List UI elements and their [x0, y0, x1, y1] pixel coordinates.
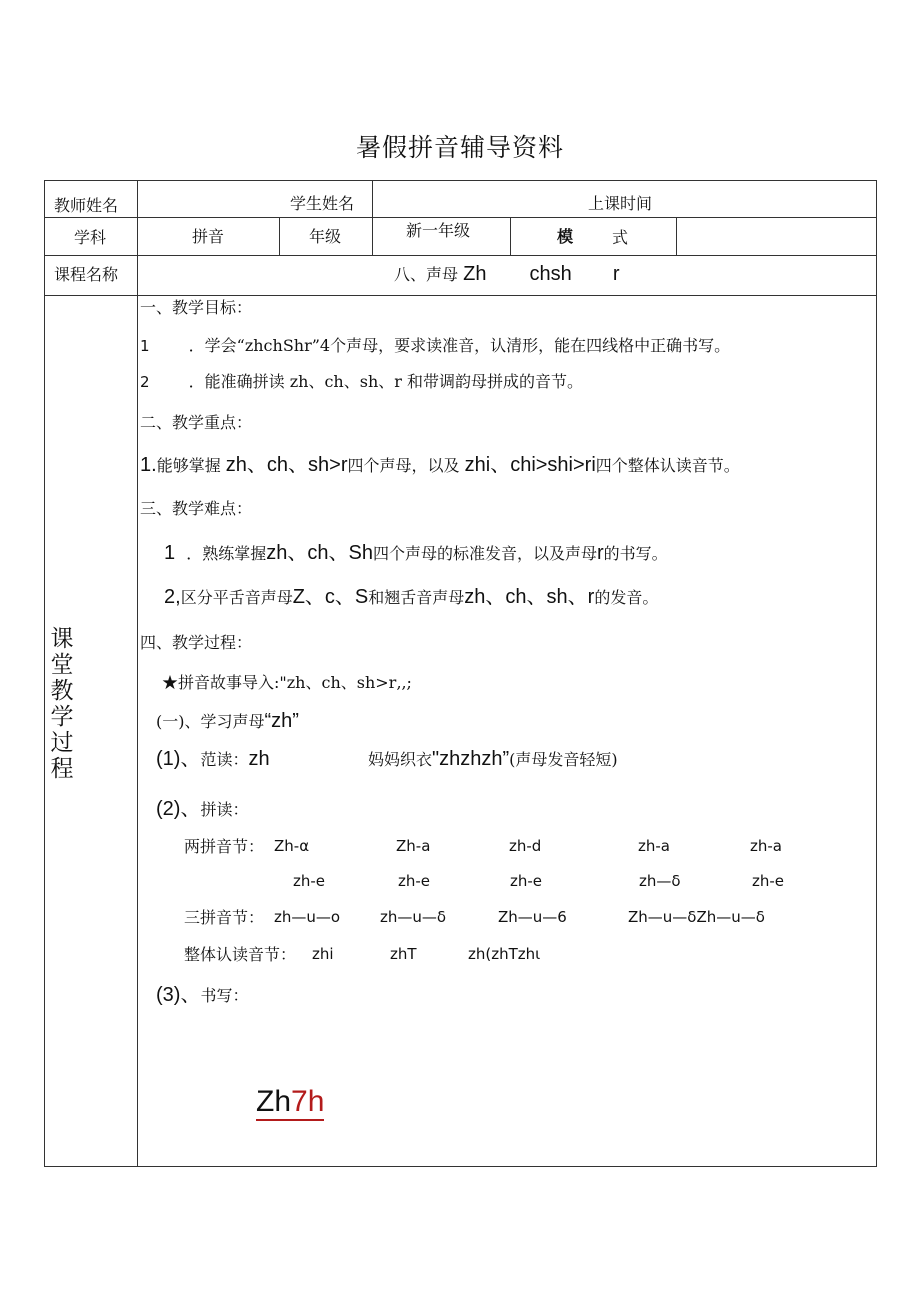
difficulty-heading: 三、教学难点： [140, 499, 253, 518]
subject-label: 学科 [74, 228, 107, 247]
difficulty-2-num: 2, [164, 586, 181, 608]
mode-label: 模 [557, 227, 574, 246]
col-divider [510, 217, 511, 255]
step-1-rhyme [368, 748, 618, 771]
difficulty-2-d: zh、ch、sh、r [464, 586, 595, 608]
two-syllable-label: 两拼音节： [184, 837, 265, 856]
table-border-bottom [44, 1166, 877, 1167]
lesson-table [44, 180, 877, 1166]
key-text-a: 能够掌握 [156, 456, 221, 475]
col-divider [372, 180, 373, 255]
three-syllable-label: 三拼音节： [184, 908, 265, 927]
step-3-writing [156, 984, 248, 1007]
writing-sample-black: Zh [256, 1085, 292, 1118]
teacher-name-label: 教师姓名 [54, 196, 119, 215]
key-text-e: 四个整体认读音节。 [595, 456, 740, 475]
process-heading: 四、教学过程： [140, 633, 253, 652]
step-1-rhyme-zh: "zhzhzh” [432, 748, 510, 770]
syllable: zh—δ [639, 872, 681, 890]
writing-sample-red: 7h [291, 1085, 325, 1118]
course-chsh: chsh [529, 263, 572, 285]
step-2-num: (2)、 [156, 798, 201, 820]
syllable: Zh—u—δZh—u—δ [628, 908, 765, 926]
difficulty-1-num: 1 [164, 542, 176, 564]
mode-label-2: 式 [612, 228, 629, 247]
difficulty-1-a: ．熟练掌握 [186, 544, 267, 563]
goal-2 [140, 371, 583, 393]
key-text-c: 四个声母，以及 [347, 456, 460, 475]
table-border-right [876, 180, 877, 1167]
difficulty-1-e: 的书写。 [603, 544, 668, 563]
course-prefix: 八、声母 [394, 265, 459, 284]
goal-heading: 一、教学目标： [140, 298, 253, 317]
difficulty-2-b: Z、c、S [292, 586, 369, 608]
teaching-process-label: 课 堂 教 学 过 程 [50, 626, 74, 782]
difficulty-2-e: 的发音。 [594, 588, 659, 607]
subject-value: 拼音 [192, 227, 225, 246]
step-2-reading [156, 798, 248, 821]
grade-label: 年级 [309, 227, 342, 246]
class-time-label: 上课时间 [588, 194, 653, 213]
step-2-label: 拼读： [200, 800, 249, 819]
student-name-label: 学生姓名 [290, 194, 355, 213]
grade-value: 新一年级 [406, 221, 471, 240]
course-name-label: 课程名称 [54, 265, 119, 284]
section-1-heading [156, 710, 299, 733]
difficulty-1-b: zh、ch、Sh [266, 542, 373, 564]
course-zh: Zh [463, 263, 487, 285]
syllable: Zh—u—6 [498, 908, 567, 926]
syllable: zh(zhTzhι [468, 945, 541, 963]
syllable: zh-e [510, 872, 543, 890]
syllable: zh-d [509, 837, 542, 855]
difficulty-2-c: 和翘舌音声母 [368, 588, 465, 607]
difficulty-1-c: 四个声母的标准发音，以及声母 [372, 544, 597, 563]
row-divider [44, 295, 877, 296]
goal-1 [140, 335, 730, 357]
step-1-rhyme-text: 妈妈织衣 [368, 750, 433, 769]
syllable: zh-a [750, 837, 782, 855]
syllable: zh-e [752, 872, 785, 890]
step-1-num: (1)、 [156, 748, 201, 770]
key-num: 1. [140, 454, 157, 476]
syllable: zh-e [293, 872, 326, 890]
key-heading: 二、教学重点： [140, 413, 253, 432]
table-border-left [44, 180, 45, 1167]
row-divider [44, 217, 877, 218]
syllable: Zh-α [274, 837, 310, 855]
step-3-num: (3)、 [156, 984, 201, 1006]
step-1-zh: zh [248, 748, 270, 770]
col-divider [676, 217, 677, 255]
goal-2-text: ．能准确拼读 zh、ch、sh、r 和带调韵母拼成的音节。 [188, 372, 583, 391]
syllable: zh-a [638, 837, 670, 855]
key-text-d: zhi、chi>shi>ri [464, 454, 596, 476]
whole-syllable-label: 整体认读音节： [184, 945, 297, 964]
goal-1-text: ．学会“zhchShr”4个声母，要求读准音，认清形，能在四线格中正确书写。 [188, 336, 731, 355]
step-1-model-reading [156, 748, 270, 771]
section-1-zh: “zh” [264, 710, 299, 732]
difficulty-1-d: r [596, 542, 604, 564]
row-divider [44, 255, 877, 256]
course-r: r [612, 263, 620, 285]
goal-2-num: 2 [140, 373, 150, 391]
story-intro: ★拼音故事导入:"zh、ch、sh>r‚‚; [162, 673, 412, 692]
course-name-value [394, 264, 620, 285]
step-3-label: 书写： [200, 986, 249, 1005]
col-divider [137, 180, 138, 1167]
syllable: zh—u—o [274, 908, 341, 926]
difficulty-2-a: 区分平舌音声母 [180, 588, 293, 607]
syllable: zh-e [398, 872, 431, 890]
syllable: zhi [312, 945, 334, 963]
step-1-rhyme-note: (声母发音轻短) [509, 750, 618, 769]
col-divider [279, 217, 280, 255]
page-title: 暑假拼音辅导资料 [355, 133, 564, 162]
goal-1-num: 1 [140, 337, 150, 355]
table-border-top [44, 180, 877, 181]
step-1-label: 范读： [200, 750, 249, 769]
section-1-text: (一)、学习声母 [156, 712, 265, 731]
difficulty-2 [164, 586, 658, 609]
syllable: Zh-a [396, 837, 431, 855]
syllable: zh—u—δ [380, 908, 447, 926]
difficulty-1 [164, 542, 668, 565]
writing-sample [256, 1085, 324, 1121]
syllable: zhT [390, 945, 417, 963]
key-text-b: zh、ch、sh>r [225, 454, 348, 476]
key-point [140, 454, 740, 477]
